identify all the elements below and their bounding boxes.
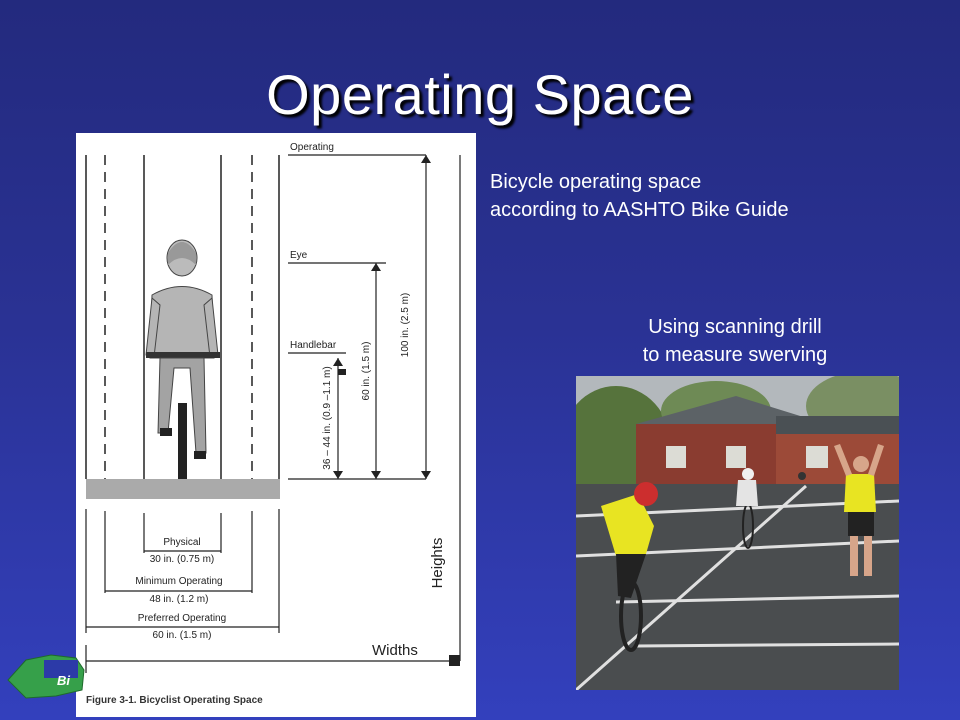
slide-title: Operating Space — [266, 63, 694, 126]
label-eye-height: 60 in. (1.5 m) — [361, 341, 372, 401]
label-preferred: Preferred Operating — [137, 613, 227, 624]
cyclist-figure — [146, 240, 220, 479]
caption-line-2: to measure swerving — [642, 344, 828, 366]
label-operating: Operating — [290, 142, 334, 153]
label-minimum: Minimum Operating — [135, 576, 223, 587]
label-widths: Widths — [372, 642, 418, 659]
label-total-height: 100 in. (2.5 m) — [400, 292, 411, 358]
label-physical: Physical — [163, 537, 201, 548]
logo-text: Bi — [57, 673, 70, 688]
label-handlebar-height: 36 – 44 in. (0.9 –1.1 m) — [322, 366, 333, 470]
state-logo-icon — [6, 640, 86, 702]
label-preferred-value: 60 in. (1.5 m) — [152, 630, 212, 641]
label-physical-value: 30 in. (0.75 m) — [149, 554, 215, 565]
caption-line-1: Using scanning drill — [648, 316, 822, 338]
operating-space-diagram — [76, 133, 476, 717]
caption-operating-space — [490, 168, 870, 224]
corner-marker — [449, 655, 460, 666]
scanning-drill-photo — [576, 376, 899, 690]
label-handlebar: Handlebar — [290, 340, 337, 351]
caption-scanning-drill — [600, 313, 870, 369]
figure-caption: Figure 3-1. Bicyclist Operating Space — [86, 695, 263, 706]
operating-space-figure — [76, 133, 476, 717]
caption-line-1: Bicycle operating space — [490, 171, 702, 193]
caption-line-2: according to AASHTO Bike Guide — [490, 199, 789, 221]
label-minimum-value: 48 in. (1.2 m) — [149, 594, 209, 605]
ground-strip — [86, 479, 280, 499]
label-heights: Heights — [429, 537, 446, 589]
label-eye: Eye — [290, 250, 308, 261]
